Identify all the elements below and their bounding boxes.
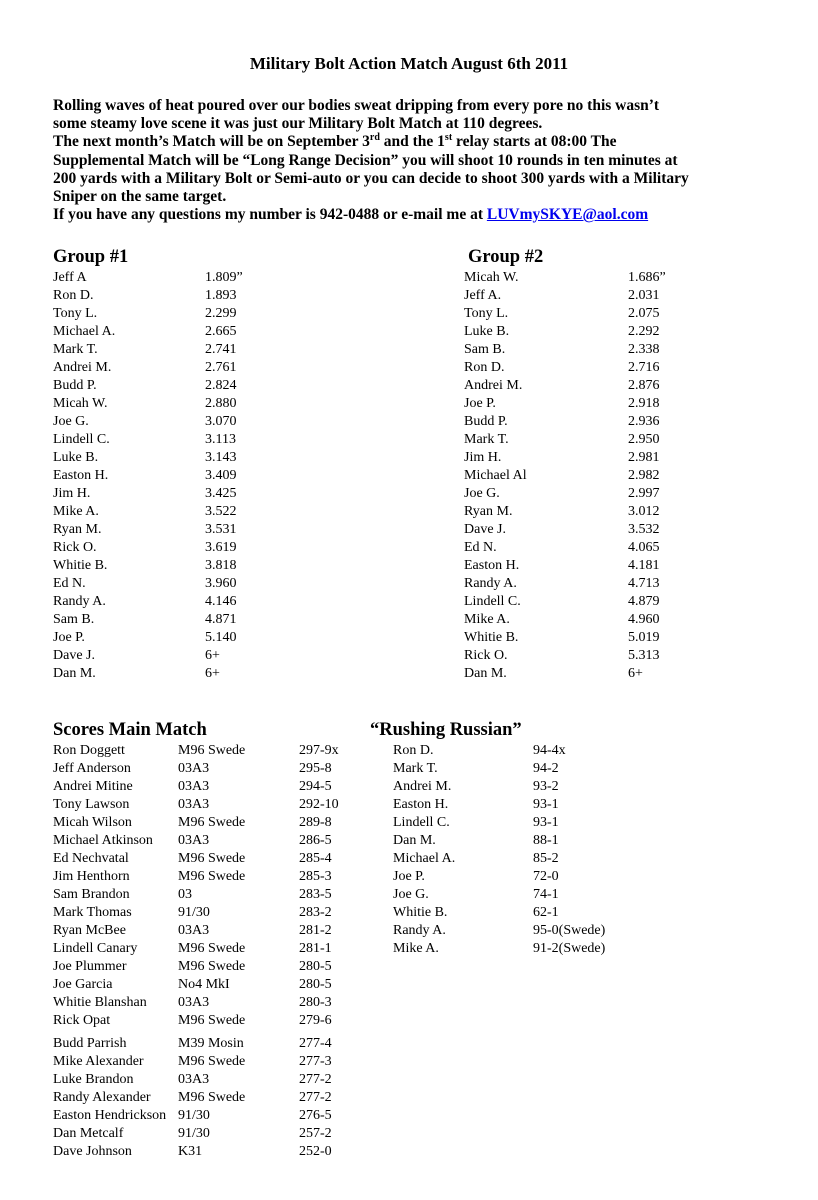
match-score: 297-9x (299, 743, 339, 758)
shooter-name: Mike Alexander (53, 1054, 144, 1069)
rifle-model: M96 Swede (178, 815, 246, 830)
shooter-name: Randy Alexander (53, 1090, 151, 1105)
match-score: 294-5 (299, 779, 332, 794)
shooter-name: Lindell C. (53, 432, 110, 447)
group-size: 2.824 (205, 378, 237, 393)
match-score: 286-5 (299, 833, 332, 848)
shooter-name: Joe G. (393, 887, 429, 902)
shooter-name: Budd P. (53, 378, 97, 393)
rifle-model: 03A3 (178, 797, 210, 812)
rifle-model: M96 Swede (178, 743, 246, 758)
next-match-text: The next month’s Match will be on September 3 (53, 133, 370, 151)
shooter-name: Sam B. (464, 342, 506, 357)
shooter-name: Jim H. (464, 450, 502, 465)
shooter-name: Randy A. (53, 594, 106, 609)
match-score: 280-5 (299, 977, 332, 992)
group-size: 1.893 (205, 288, 237, 303)
shooter-name: Dave Johnson (53, 1144, 132, 1159)
group-size: 2.950 (628, 432, 660, 447)
shooter-name: Whitie Blanshan (53, 995, 147, 1010)
group-size: 3.070 (205, 414, 237, 429)
match-score: 277-4 (299, 1036, 332, 1051)
shooter-name: Michael Al (464, 468, 527, 483)
intro-line: Supplemental Match will be “Long Range Decision” you will shoot 10 rounds in ten minutes at (53, 151, 678, 169)
group-size: 4.879 (628, 594, 660, 609)
shooter-name: Whitie B. (393, 905, 448, 920)
match-score: 276-5 (299, 1108, 332, 1123)
shooter-name: Ron Doggett (53, 743, 125, 758)
match-score: 283-2 (299, 905, 332, 920)
shooter-name: Joe Garcia (53, 977, 113, 992)
group-size: 5.313 (628, 648, 660, 663)
match-score: 285-3 (299, 869, 332, 884)
group-size: 2.918 (628, 396, 660, 411)
group-size: 4.065 (628, 540, 660, 555)
intro-line: 200 yards with a Military Bolt or Semi-auto or you can decide to shoot 300 yards with a Military (53, 169, 689, 187)
rifle-model: 03A3 (178, 761, 210, 776)
shooter-name: Ed N. (464, 540, 497, 555)
shooter-name: Andrei M. (464, 378, 523, 393)
shooter-name: Dave J. (53, 648, 95, 663)
shooter-name: Lindell Canary (53, 941, 138, 956)
shooter-name: Ed Nechvatal (53, 851, 129, 866)
rifle-model: 03A3 (178, 779, 210, 794)
shooter-name: Mark Thomas (53, 905, 132, 920)
group-size: 5.019 (628, 630, 660, 645)
group-size: 5.140 (205, 630, 237, 645)
match-score: 91-2(Swede) (533, 941, 606, 956)
group-size: 3.619 (205, 540, 237, 555)
shooter-name: Easton H. (464, 558, 520, 573)
intro-line: some steamy love scene it was just our Military Bolt Match at 110 degrees. (53, 115, 543, 133)
shooter-name: Jeff A. (464, 288, 502, 303)
match-score: 283-5 (299, 887, 332, 902)
group-size: 3.960 (205, 576, 237, 591)
shooter-name: Budd Parrish (53, 1036, 127, 1051)
group-size: 3.113 (205, 432, 236, 447)
email-link[interactable]: LUVmySKYE@aol.com (486, 206, 649, 224)
match-score: 281-1 (299, 941, 332, 956)
match-score: 295-8 (299, 761, 332, 776)
page-title: Military Bolt Action Match August 6th 2011 (249, 54, 569, 73)
shooter-name: Andrei Mitine (53, 779, 133, 794)
shooter-name: Budd P. (464, 414, 508, 429)
shooter-name: Micah Wilson (53, 815, 132, 830)
group-size: 3.409 (205, 468, 237, 483)
shooter-name: Dan Metcalf (53, 1126, 124, 1141)
match-score: 72-0 (533, 869, 559, 884)
shooter-name: Tony L. (53, 306, 98, 321)
shooter-name: Ron D. (464, 360, 505, 375)
match-score: 277-2 (299, 1072, 332, 1087)
shooter-name: Jim H. (53, 486, 91, 501)
shooter-name: Ron D. (53, 288, 94, 303)
match-score: 88-1 (533, 833, 559, 848)
contact-text: If you have any questions my number is 942-0488 or e-mail me at (53, 206, 487, 224)
rifle-model: 91/30 (178, 905, 210, 920)
group-size: 2.031 (628, 288, 660, 303)
match-score: 74-1 (533, 887, 559, 902)
shooter-name: Ed N. (53, 576, 86, 591)
next-match-text: relay starts at 08:00 The (452, 133, 617, 151)
match-score: 277-3 (299, 1054, 332, 1069)
group-size: 1.809” (205, 270, 243, 285)
group-size: 3.143 (205, 450, 237, 465)
match-score: 285-4 (299, 851, 332, 866)
rifle-model: M39 Mosin (178, 1036, 244, 1051)
rifle-model: M96 Swede (178, 1013, 246, 1028)
group-size: 2.292 (628, 324, 660, 339)
shooter-name: Mark T. (53, 342, 98, 357)
match-score: 93-1 (533, 815, 559, 830)
shooter-name: Michael A. (393, 851, 456, 866)
shooter-name: Sam B. (53, 612, 95, 627)
shooter-name: Jeff A (53, 270, 87, 285)
match-score: 281-2 (299, 923, 332, 938)
intro-line: Sniper on the same target. (53, 188, 227, 206)
match-score: 95-0(Swede) (533, 923, 606, 938)
group1-heading: Group #1 (53, 247, 129, 267)
main-match-heading: Scores Main Match (53, 720, 207, 740)
group-size: 2.981 (628, 450, 660, 465)
shooter-name: Jeff Anderson (53, 761, 131, 776)
shooter-name: Mark T. (393, 761, 438, 776)
shooter-name: Joe Plummer (53, 959, 127, 974)
group-size: 3.425 (205, 486, 237, 501)
next-match-text: and the 1 (379, 133, 445, 151)
shooter-name: Ryan M. (53, 522, 102, 537)
shooter-name: Ron D. (393, 743, 434, 758)
group-size: 2.876 (628, 378, 660, 393)
rifle-model: M96 Swede (178, 959, 246, 974)
match-score: 62-1 (533, 905, 559, 920)
shooter-name: Mike A. (464, 612, 510, 627)
shooter-name: Joe P. (53, 630, 85, 645)
group-size: 2.761 (205, 360, 237, 375)
match-score: 252-0 (299, 1144, 332, 1159)
rifle-model: K31 (178, 1144, 203, 1159)
shooter-name: Easton H. (53, 468, 109, 483)
shooter-name: Dan M. (464, 666, 507, 681)
shooter-name: Andrei M. (393, 779, 452, 794)
shooter-name: Lindell C. (464, 594, 521, 609)
ordinal-suffix: rd (369, 132, 380, 144)
match-score: 93-2 (533, 779, 559, 794)
rushing-russian-heading: “Rushing Russian” (370, 720, 522, 740)
shooter-name: Micah W. (53, 396, 108, 411)
shooter-name: Randy A. (393, 923, 446, 938)
shooter-name: Lindell C. (393, 815, 450, 830)
shooter-name: Joe G. (464, 486, 500, 501)
shooter-name: Whitie B. (464, 630, 519, 645)
shooter-name: Sam Brandon (53, 887, 130, 902)
shooter-name: Joe P. (393, 869, 425, 884)
shooter-name: Tony Lawson (53, 797, 130, 812)
group-size: 4.146 (205, 594, 237, 609)
match-score: 257-2 (299, 1126, 332, 1141)
shooter-name: Randy A. (464, 576, 517, 591)
shooter-name: Dan M. (53, 666, 96, 681)
group-size: 2.936 (628, 414, 660, 429)
shooter-name: Michael A. (53, 324, 116, 339)
match-score: 94-4x (533, 743, 566, 758)
contact-line (53, 206, 813, 224)
shooter-name: Micah W. (464, 270, 519, 285)
group-size: 3.818 (205, 558, 237, 573)
shooter-name: Michael Atkinson (53, 833, 153, 848)
rifle-model: M96 Swede (178, 869, 246, 884)
group-size: 6+ (205, 648, 220, 663)
match-score: 280-3 (299, 995, 332, 1010)
intro-line: Rolling waves of heat poured over our bodies sweat dripping from every pore no this wasn’t (53, 97, 660, 114)
rifle-model: M96 Swede (178, 941, 246, 956)
shooter-name: Easton Hendrickson (53, 1108, 167, 1123)
group-size: 4.713 (628, 576, 660, 591)
match-score: 292-10 (299, 797, 339, 812)
rifle-model: M96 Swede (178, 851, 246, 866)
match-score: 277-2 (299, 1090, 332, 1105)
rifle-model: No4 MkI (178, 977, 230, 992)
group2-heading: Group #2 (468, 247, 544, 267)
shooter-name: Dave J. (464, 522, 506, 537)
shooter-name: Luke B. (53, 450, 99, 465)
rifle-model: 03A3 (178, 833, 210, 848)
group-size: 6+ (628, 666, 643, 681)
shooter-name: Tony L. (464, 306, 509, 321)
match-score: 93-1 (533, 797, 559, 812)
rifle-model: 91/30 (178, 1126, 210, 1141)
group-size: 3.532 (628, 522, 660, 537)
shooter-name: Jim Henthorn (53, 869, 130, 884)
rifle-model: 03A3 (178, 1072, 210, 1087)
shooter-name: Andrei M. (53, 360, 112, 375)
shooter-name: Rick Opat (53, 1013, 111, 1028)
group-size: 2.075 (628, 306, 660, 321)
intro-text (53, 97, 813, 224)
group-size: 3.522 (205, 504, 237, 519)
shooter-name: Joe P. (464, 396, 496, 411)
group-size: 3.531 (205, 522, 237, 537)
group-size: 3.012 (628, 504, 660, 519)
group-size: 2.880 (205, 396, 237, 411)
shooter-name: Ryan McBee (53, 923, 126, 938)
shooter-name: Joe G. (53, 414, 89, 429)
group-size: 2.665 (205, 324, 237, 339)
match-score: 289-8 (299, 815, 332, 830)
ordinal-suffix: st (444, 132, 453, 144)
next-match-line (53, 133, 813, 151)
shooter-name: Mark T. (464, 432, 509, 447)
rifle-model: M96 Swede (178, 1054, 246, 1069)
rifle-model: 91/30 (178, 1108, 210, 1123)
group-size: 2.299 (205, 306, 237, 321)
shooter-name: Whitie B. (53, 558, 108, 573)
group-size: 4.960 (628, 612, 660, 627)
shooter-name: Ryan M. (464, 504, 513, 519)
match-score: 280-5 (299, 959, 332, 974)
rifle-model: 03A3 (178, 923, 210, 938)
shooter-name: Luke Brandon (53, 1072, 134, 1087)
shooter-name: Mike A. (53, 504, 99, 519)
shooter-name: Dan M. (393, 833, 436, 848)
group-size: 1.686” (628, 270, 666, 285)
group-size: 2.338 (628, 342, 660, 357)
shooter-name: Mike A. (393, 941, 439, 956)
match-score: 94-2 (533, 761, 559, 776)
rifle-model: 03A3 (178, 995, 210, 1010)
match-score: 279-6 (299, 1013, 332, 1028)
group-size: 2.997 (628, 486, 660, 501)
rifle-model: 03 (178, 887, 192, 902)
shooter-name: Easton H. (393, 797, 449, 812)
group-size: 2.741 (205, 342, 237, 357)
shooter-name: Rick O. (53, 540, 97, 555)
rifle-model: M96 Swede (178, 1090, 246, 1105)
group-size: 4.181 (628, 558, 660, 573)
match-score: 85-2 (533, 851, 559, 866)
group-size: 2.716 (628, 360, 660, 375)
group-size: 6+ (205, 666, 220, 681)
group-size: 4.871 (205, 612, 237, 627)
shooter-name: Rick O. (464, 648, 508, 663)
shooter-name: Luke B. (464, 324, 510, 339)
group-size: 2.982 (628, 468, 660, 483)
